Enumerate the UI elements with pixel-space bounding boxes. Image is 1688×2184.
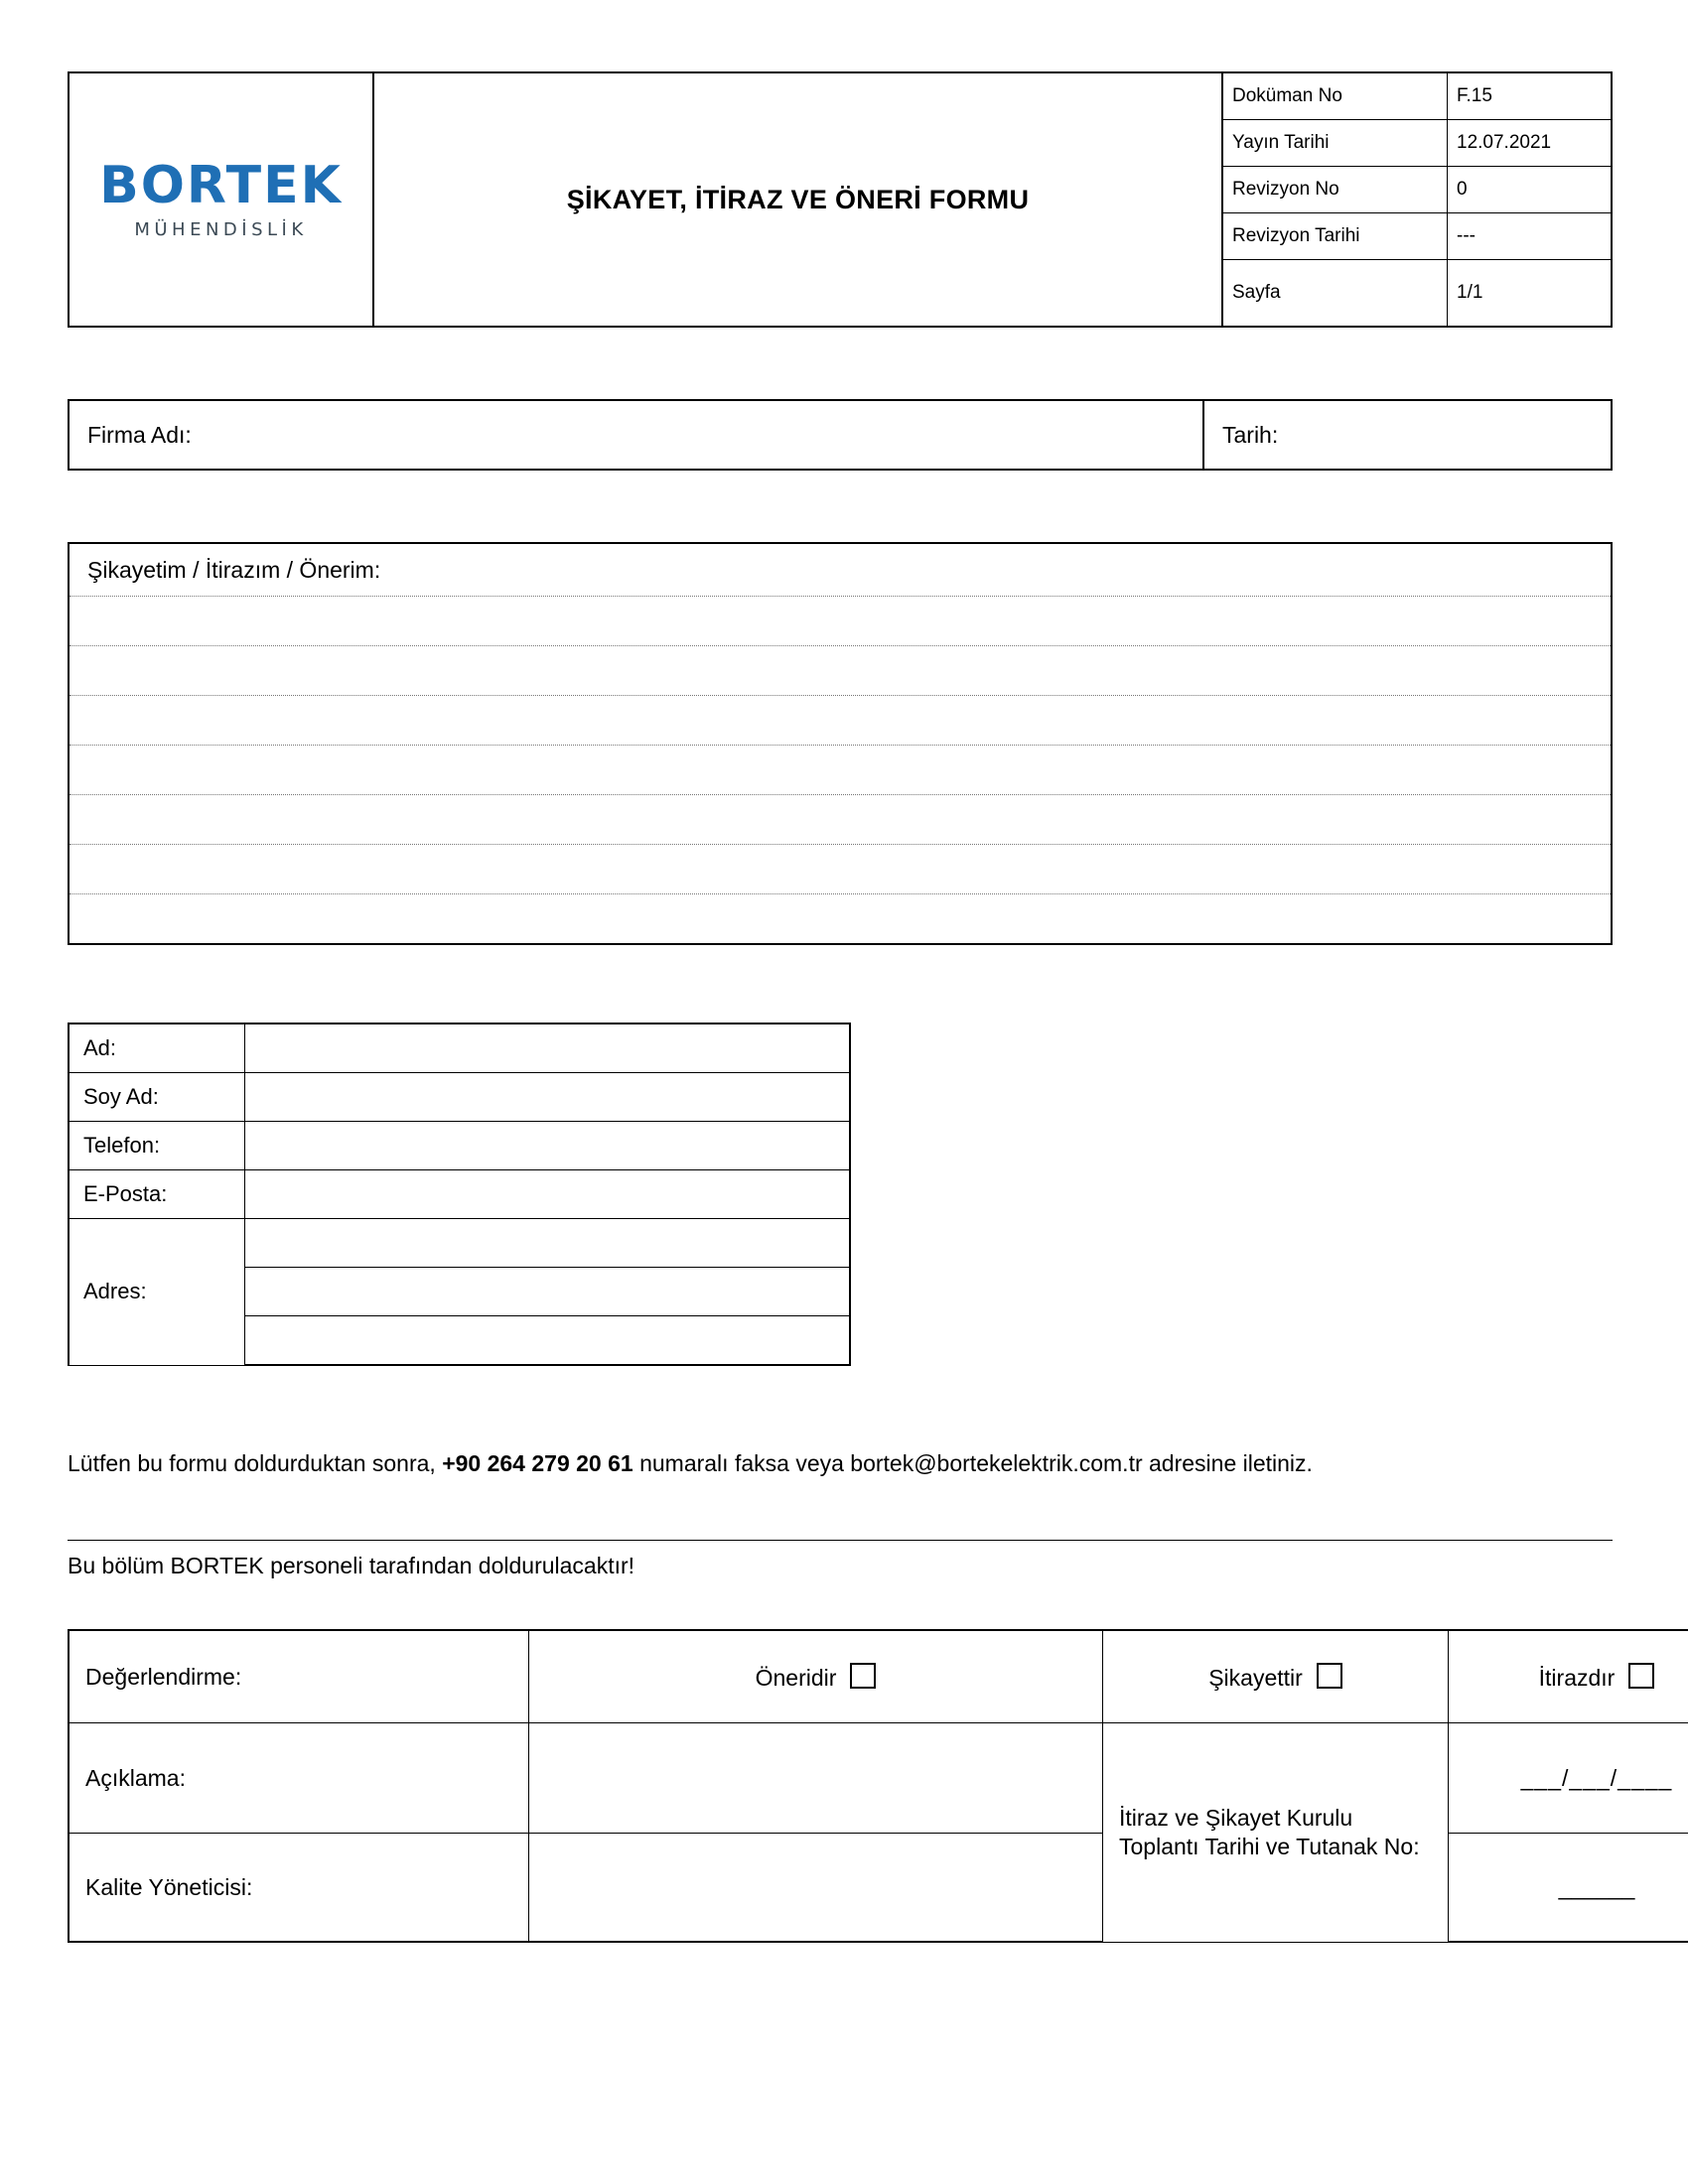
contact-label-telefon: Telefon: [69,1122,245,1170]
meta-row [1223,120,1611,167]
contact-label-soyad: Soy Ad: [69,1073,245,1122]
kurul-label: İtiraz ve Şikayet Kurulu Toplantı Tarihi ve Tutanak No: [1103,1723,1449,1943]
table-row [69,1122,850,1170]
contact-field-soyad[interactable] [245,1073,851,1122]
contact-field-eposta[interactable] [245,1170,851,1219]
note-part-2: numaralı faksa veya bortek@bortekelektrik.com.tr adresine iletiniz. [633,1450,1313,1476]
complaint-line[interactable] [70,695,1611,745]
internal-section-note: Bu bölüm BORTEK personeli tarafından doldurulacaktır! [68,1553,635,1579]
evaluation-table [68,1629,1688,1943]
checkbox-sikayet[interactable] [1317,1663,1342,1689]
contact-table [68,1023,851,1366]
firm-name-label: Firma Adı: [87,421,192,448]
kurul-no-field[interactable]: ______ [1449,1834,1688,1943]
contact-field-adres-line[interactable] [245,1219,851,1268]
meta-value: 12.07.2021 [1448,120,1612,167]
option-oneri-label: Öneridir [755,1664,837,1691]
contact-field-telefon[interactable] [245,1122,851,1170]
kalite-label: Kalite Yöneticisi: [69,1834,529,1943]
complaint-line[interactable] [70,596,1611,645]
complaint-line[interactable] [70,745,1611,794]
meta-row [1223,167,1611,213]
complaint-label: Şikayetim / İtirazım / Önerim: [87,557,381,583]
meta-key: Revizyon No [1223,167,1448,213]
table-row [69,1723,1688,1834]
logo-wordmark: BORTEK [99,156,343,215]
meta-row [1223,260,1611,327]
document-meta [1222,72,1612,327]
document-title: ŞİKAYET, İTİRAZ VE ÖNERİ FORMU [373,72,1222,327]
contact-label-ad: Ad: [69,1024,245,1073]
option-oneri[interactable] [529,1630,1103,1723]
logo-tagline: MÜHENDİSLİK [134,219,308,240]
option-itiraz-label: İtirazdır [1538,1664,1616,1691]
meta-value: 0 [1448,167,1612,213]
table-row [69,1630,1688,1723]
checkbox-itiraz[interactable] [1628,1663,1654,1689]
note-fax-number: +90 264 279 20 61 [442,1450,633,1476]
meta-value: 1/1 [1448,260,1612,327]
meta-value: --- [1448,213,1612,260]
kalite-field[interactable] [529,1834,1103,1943]
complaint-line[interactable] [70,794,1611,844]
table-row [69,1073,850,1122]
checkbox-oneri[interactable] [850,1663,876,1689]
meta-key: Revizyon Tarihi [1223,213,1448,260]
complaint-line[interactable] [70,645,1611,695]
meta-key: Sayfa [1223,260,1448,327]
aciklama-field[interactable] [529,1723,1103,1834]
section-divider [68,1540,1613,1541]
aciklama-label: Açıklama: [69,1723,529,1834]
complaint-box[interactable] [68,542,1613,945]
note-part-1: Lütfen bu formu doldurduktan sonra, [68,1450,443,1476]
contact-field-adres-line[interactable] [245,1268,851,1316]
meta-row [1223,73,1611,120]
table-row [69,1219,850,1268]
meta-key: Doküman No [1223,73,1448,120]
option-sikayet-label: Şikayettir [1208,1664,1303,1691]
meta-key: Yayın Tarihi [1223,120,1448,167]
meta-row [1223,213,1611,260]
contact-label-eposta: E-Posta: [69,1170,245,1219]
date-label: Tarih: [1222,421,1279,448]
contact-field-ad[interactable] [245,1024,851,1073]
contact-label-adres: Adres: [69,1219,245,1366]
header-table [68,71,1613,328]
table-row [69,1170,850,1219]
option-sikayet[interactable] [1103,1630,1449,1723]
complaint-line[interactable] [70,844,1611,893]
company-logo [69,72,373,327]
evaluation-label: Değerlendirme: [69,1630,529,1723]
contact-field-adres-line[interactable] [245,1316,851,1366]
submission-note [68,1447,1607,1480]
firm-date-table [68,399,1613,471]
date-field[interactable] [1203,400,1612,470]
meta-value: F.15 [1448,73,1612,120]
complaint-line[interactable] [70,893,1611,943]
firm-name-field[interactable] [69,400,1203,470]
option-itiraz[interactable] [1449,1630,1688,1723]
kurul-date-field[interactable]: ___/___/____ [1449,1723,1688,1834]
document-body [68,71,1673,1943]
table-row [69,1024,850,1073]
